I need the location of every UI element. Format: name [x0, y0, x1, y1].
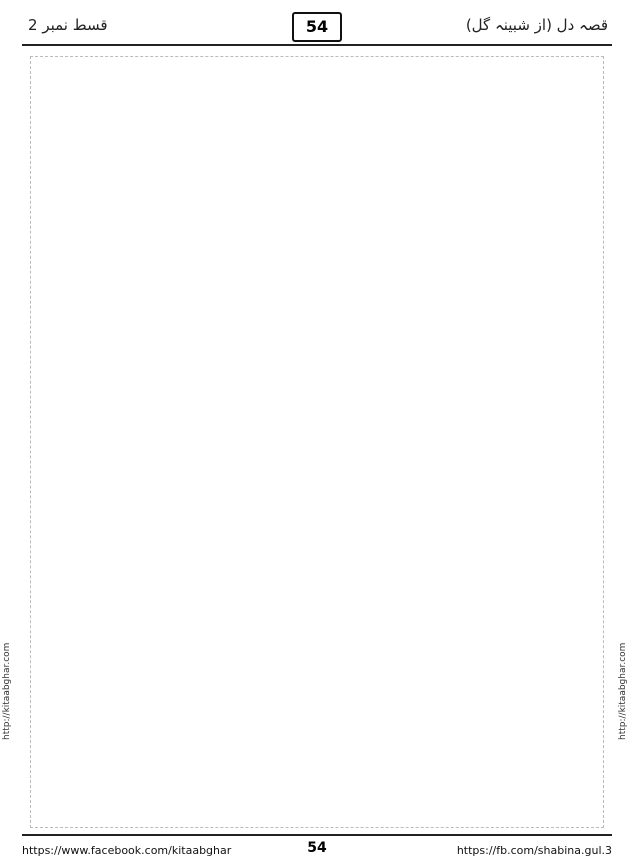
left-margin-url: http://kitaabghar.com: [2, 642, 12, 740]
footer-rule: [22, 834, 612, 836]
facebook-link[interactable]: https://www.facebook.com/kitaabghar: [22, 844, 232, 857]
page-header: [22, 10, 612, 44]
page-footer: [22, 838, 612, 864]
author-link[interactable]: https://fb.com/shabina.gul.3: [456, 844, 612, 857]
page-number-box: 54: [292, 12, 342, 42]
header-rule: [22, 44, 612, 46]
footer-page-number: 54: [307, 840, 327, 856]
body-text-area: [30, 56, 604, 828]
book-title: قصہ دل (از شبینہ گل): [465, 16, 608, 34]
installment-label: قسط نمبر 2: [28, 16, 108, 34]
right-margin-url: http://kitaabghar.com: [618, 642, 628, 740]
